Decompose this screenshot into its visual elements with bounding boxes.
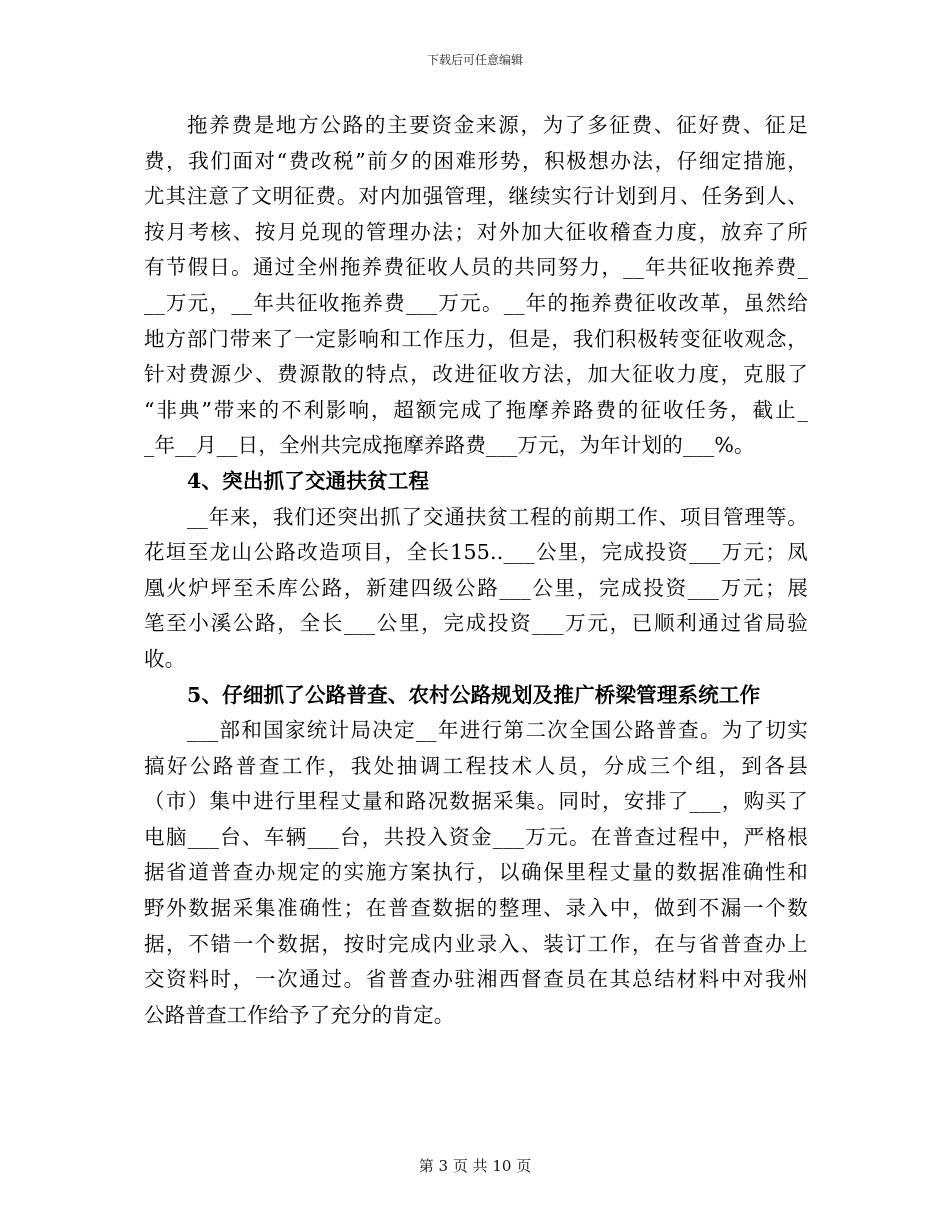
document-body	[144, 108, 808, 1033]
text-line: 按月考核、按月兑现的管理办法；对外加大征收稽查力度，放弃了所	[144, 219, 808, 244]
heading-line: 4、突出抓了交通扶贫工程	[187, 468, 430, 493]
section-heading	[144, 678, 808, 714]
page-number-footer: 第 3 页 共 10 页	[418, 1157, 532, 1175]
body-paragraph	[144, 713, 808, 1033]
text-line: 交资料时，一次通过。省普查办驻湘西督查员在其总结材料中对我州	[144, 967, 808, 992]
text-line: （市）集中进行里程丈量和路况数据采集。同时，安排了___，购买了	[144, 789, 808, 814]
text-line: 据，不错一个数据，按时完成内业录入、装订工作，在与省普查办上	[144, 931, 808, 956]
text-line: “非典”带来的不利影响，超额完成了拖摩养路费的征收任务，截止_	[144, 397, 808, 422]
text-line: 地方部门带来了一定影响和工作压力，但是，我们积极转变征收观念，	[144, 326, 808, 351]
text-line: 收。	[144, 646, 186, 671]
section-heading	[144, 464, 808, 500]
text-line: 针对费源少、费源散的特点，改进征收方法，加大征收力度，克服了	[144, 362, 808, 387]
body-paragraph	[144, 108, 808, 464]
text-line: 搞好公路普查工作，我处抽调工程技术人员，分成三个组，到各县	[144, 753, 808, 778]
text-line: 拖养费是地方公路的主要资金来源，为了多征费、征好费、征足	[187, 113, 808, 137]
text-line: 凰火炉坪至禾库公路，新建四级公路___公里，完成投资___万元；展	[144, 575, 808, 600]
text-line: 有节假日。通过全州拖养费征收人员的共同努力，__年共征收拖养费_	[144, 255, 808, 280]
text-line: 公路普查工作给予了充分的肯定。	[144, 1002, 455, 1027]
text-line: ___部和国家统计局决定__年进行第二次全国公路普查。为了切实	[187, 718, 808, 743]
page-header-note: 下载后可任意编辑	[426, 53, 523, 67]
heading-line: 5、仔细抓了公路普查、农村公路规划及推广桥梁管理系统工作	[187, 682, 761, 707]
text-line: _年__月__日，全州共完成拖摩养路费___万元，为年计划的___%。	[144, 433, 755, 458]
text-line: 费，我们面对“费改税”前夕的困难形势，积极想办法，仔细定措施，	[144, 148, 808, 173]
text-line: __年来，我们还突出抓了交通扶贫工程的前期工作、项目管理等。	[187, 504, 808, 529]
body-paragraph	[144, 500, 808, 678]
text-line: 笔至小溪公路，全长___公里，完成投资___万元，已顺利通过省局验	[144, 611, 808, 636]
text-line: 花垣至龙山公路改造项目，全长155..___公里，完成投资___万元；凤	[144, 540, 808, 565]
text-line: 电脑___台、车辆___台，共投入资金___万元。在普查过程中，严格根	[144, 824, 808, 849]
text-line: 尤其注意了文明征费。对内加强管理，继续实行计划到月、任务到人、	[144, 184, 808, 209]
text-line: __万元，__年共征收拖养费___万元。__年的拖养费征收改革，虽然给	[144, 290, 808, 315]
text-line: 野外数据采集准确性；在普查数据的整理、录入中，做到不漏一个数	[144, 896, 808, 921]
text-line: 据省道普查办规定的实施方案执行，以确保里程丈量的数据准确性和	[144, 860, 808, 885]
